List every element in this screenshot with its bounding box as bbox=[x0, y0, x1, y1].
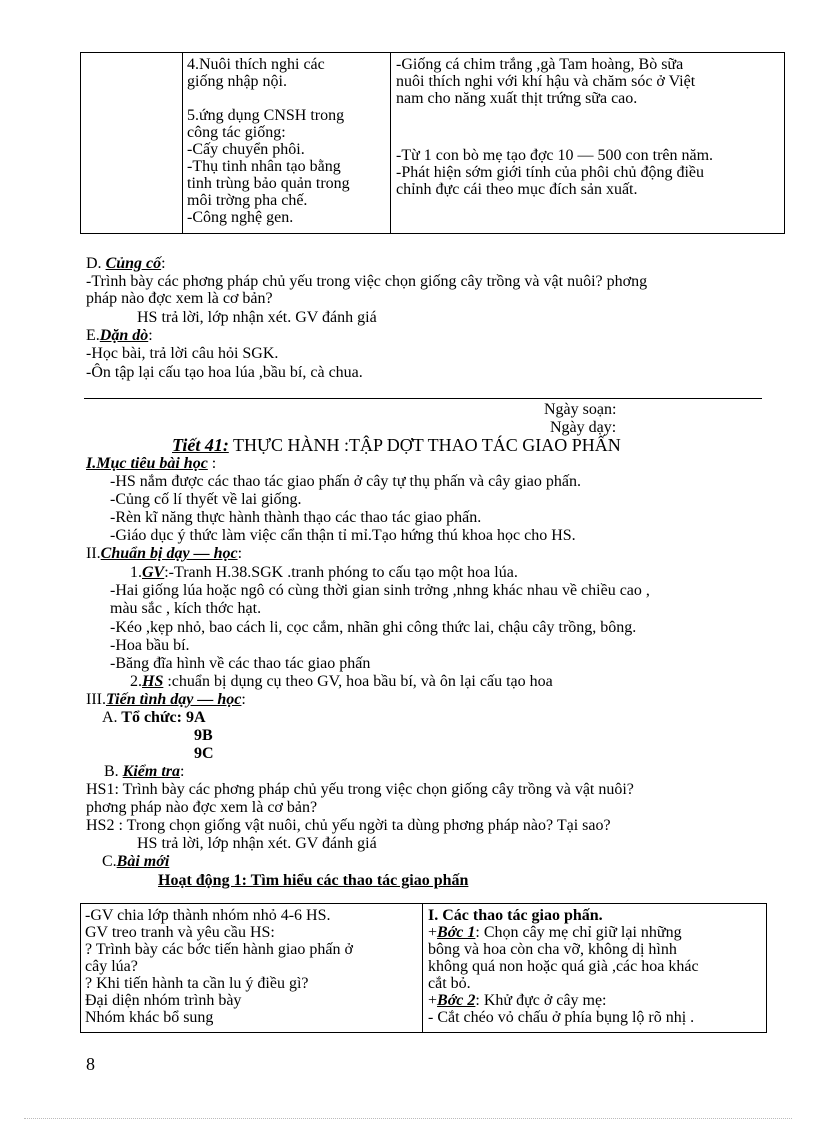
text-line: màu sắc , kích thớc hạt. bbox=[110, 600, 262, 617]
text-line: -Học bài, trả lời câu hỏi SGK. bbox=[86, 345, 279, 362]
section-label: D. bbox=[86, 255, 106, 272]
cell-line: GV treo tranh và yêu cầu HS: bbox=[85, 924, 275, 941]
cell-line bbox=[187, 90, 350, 107]
text-line: -Kéo ,kẹp nhỏ, bao cách li, cọc cắm, nhãn ghi công thức lai, chậu cây trồng, bông. bbox=[110, 619, 637, 636]
text-line: -Rèn kĩ năng thực hành thành thạo các thao tác giao phấn. bbox=[110, 509, 482, 526]
section-e-heading: E.Dặn dò: bbox=[86, 327, 153, 344]
item-heading: GV bbox=[142, 564, 165, 581]
text-line: -HS nắm được các thao tác giao phấn ở cây tự thụ phấn và cây giao phấn. bbox=[110, 473, 581, 490]
cell-line: nam cho năng xuất thịt trứng sữa cao. bbox=[396, 90, 638, 107]
item-text: :-Tranh H.38.SGK .tranh phóng to cấu tạo một hoa lúa. bbox=[164, 564, 518, 581]
item-label: B. bbox=[104, 763, 119, 780]
text-line: HS trả lời, lớp nhận xét. GV đánh giá bbox=[137, 309, 377, 326]
activity-table bbox=[80, 903, 767, 1033]
class-name: 9C bbox=[194, 745, 214, 762]
cell-line: cắt bỏ. bbox=[428, 975, 471, 992]
section-heading: Tiến tình dạy — học bbox=[105, 691, 242, 708]
class-name: 9B bbox=[194, 727, 213, 744]
table-divider bbox=[390, 53, 391, 233]
text-line: -Giáo dục ý thức làm việc cẩn thận tỉ mỉ.Tạo hứng thú khoa học cho HS. bbox=[110, 527, 576, 544]
cell-line: -Từ 1 con bò mẹ tạo đợc 10 — 500 con trên năm. bbox=[396, 147, 714, 164]
text-line: -Hoa bầu bí. bbox=[110, 637, 190, 654]
item-heading: Bài mới bbox=[116, 853, 170, 870]
section-heading: Củng cố bbox=[105, 255, 162, 272]
text-line: phơng pháp nào đợc xem là cơ bản? bbox=[86, 799, 318, 816]
cell-line: -GV chia lớp thành nhóm nhỏ 4-6 HS. bbox=[85, 907, 331, 924]
cell-line: -Công nghệ gen. bbox=[187, 209, 294, 226]
cell-line: ? Trình bày các bớc tiến hành giao phấn ở bbox=[85, 941, 353, 958]
text-line: -Hai giống lúa hoặc ngô có cùng thời gian sinh trởng ,nhng khác nhau về chiều cao , bbox=[110, 582, 650, 599]
organization-line bbox=[102, 709, 206, 726]
page-number: 8 bbox=[86, 1054, 95, 1074]
content-column bbox=[428, 907, 699, 1026]
section-label: E. bbox=[86, 327, 100, 344]
class-name: 9A bbox=[185, 709, 206, 726]
objectives-heading: I.Mục tiêu bài học : bbox=[86, 455, 217, 472]
gv-prep bbox=[130, 564, 518, 581]
text-line: pháp nào đợc xem là cơ bản? bbox=[86, 290, 273, 307]
item-heading: Tổ chức: bbox=[121, 709, 182, 726]
cell-line: -Cấy chuyển phôi. bbox=[187, 141, 305, 158]
cell-line: -Thụ tinh nhân tạo bằng bbox=[187, 158, 341, 175]
cell-line: 4.Nuôi thích nghi các bbox=[187, 56, 325, 73]
section-heading: I.Mục tiêu bài học bbox=[86, 455, 208, 472]
step-2: +Bớc 2: Khử đực ở cây mẹ: bbox=[428, 992, 607, 1009]
table-cell-example bbox=[396, 56, 713, 198]
check-heading: B. Kiểm tra: bbox=[104, 763, 185, 780]
step-text: : Khử đực ở cây mẹ: bbox=[475, 992, 607, 1009]
date-prepared: Ngày soạn: bbox=[544, 401, 617, 418]
cell-heading: I. Các thao tác giao phấn. bbox=[428, 907, 603, 924]
new-lesson-heading bbox=[102, 853, 169, 870]
text-line: HS trả lời, lớp nhận xét. GV đánh giá bbox=[137, 835, 377, 852]
section-d-heading: D. Củng cố: bbox=[86, 255, 166, 272]
lesson-number: Tiết 41: bbox=[172, 435, 229, 455]
top-table bbox=[80, 52, 785, 234]
text-line: -Băng đĩa hình về các thao tác giao phấn bbox=[110, 655, 371, 672]
step-label: Bớc 2 bbox=[437, 992, 476, 1009]
section-heading: Dặn dò bbox=[99, 327, 149, 344]
section-heading: Chuẩn bị dạy — học bbox=[100, 545, 238, 562]
item-label: C. bbox=[102, 853, 117, 870]
cell-line: 5.ứng dụng CNSH trong bbox=[187, 107, 345, 124]
step-text: : Chọn cây mẹ chỉ giữ lại những bbox=[475, 924, 682, 941]
text-line: -Củng cố lí thyết về lai giống. bbox=[110, 491, 302, 508]
cell-line: không quá non hoặc quá già ,các hoa khác bbox=[428, 958, 699, 975]
date-taught: Ngày dạy: bbox=[550, 419, 617, 436]
table-cell-content bbox=[187, 56, 350, 226]
cell-line: chỉnh đực cái theo mục đích sản xuất. bbox=[396, 181, 638, 198]
cell-line: -Giống cá chim trắng ,gà Tam hoàng, Bò sữa bbox=[396, 56, 684, 73]
text-line: -Trình bày các phơng pháp chủ yếu trong việc chọn giống cây trồng và vật nuôi? phơng bbox=[86, 273, 648, 290]
step-1: +Bớc 1: Chọn cây mẹ chỉ giữ lại những bbox=[428, 924, 682, 941]
cell-line: ? Khi tiến hành ta cần lu ý điều gì? bbox=[85, 975, 309, 992]
cell-line: Nhóm khác bổ sung bbox=[85, 1009, 214, 1026]
section-label: II. bbox=[86, 545, 101, 562]
cell-line: môi trờng pha chế. bbox=[187, 192, 308, 209]
section-divider bbox=[84, 398, 762, 399]
cell-line: cây lúa? bbox=[85, 958, 138, 975]
page-edge bbox=[24, 1118, 792, 1119]
hs-prep bbox=[130, 673, 553, 690]
text-line: HS1: Trình bày các phơng pháp chủ yếu trong việc chọn giống cây trồng và vật nuôi? bbox=[86, 781, 634, 798]
cell-line: bông và hoa còn cha vỡ, không dị hình bbox=[428, 941, 677, 958]
cell-line: nuôi thích nghi với khí hậu và chăm sóc ở Việt bbox=[396, 73, 696, 90]
cell-line bbox=[396, 124, 713, 141]
lesson-name: THỰC HÀNH :TẬP DỢT THAO TÁC GIAO PHẤN bbox=[228, 435, 621, 455]
cell-line: công tác giống: bbox=[187, 124, 286, 141]
table-divider bbox=[182, 53, 183, 233]
item-label: 1. bbox=[130, 564, 142, 581]
item-heading: Kiểm tra bbox=[122, 763, 181, 780]
item-label: A. bbox=[102, 709, 118, 726]
table-divider bbox=[422, 904, 423, 1032]
cell-line bbox=[396, 107, 713, 124]
cell-line: -Phát hiện sớm giới tính của phôi chủ động điều bbox=[396, 164, 704, 181]
prep-heading: II.Chuẩn bị dạy — học: bbox=[86, 545, 243, 562]
text-line: -Ôn tập lại cấu tạo hoa lúa ,bầu bí, cà chua. bbox=[86, 364, 363, 381]
item-text: :chuẩn bị dụng cụ theo GV, hoa bầu bí, và ôn lại cấu tạo hoa bbox=[163, 673, 553, 690]
text-line: HS2 : Trong chọn giống vật nuôi, chủ yếu ngời ta dùng phơng pháp nào? Tại sao? bbox=[86, 817, 611, 834]
activity-title: Hoạt động 1: Tìm hiểu các thao tác giao phấn bbox=[158, 872, 469, 889]
cell-line: Đại diện nhóm trình bày bbox=[85, 992, 242, 1009]
cell-line: tinh trùng bảo quản trong bbox=[187, 175, 350, 192]
teacher-student-activity bbox=[85, 907, 353, 1026]
section-label: III. bbox=[86, 691, 106, 708]
item-label: 2. bbox=[130, 673, 142, 690]
cell-line: - Cắt chéo vỏ chấu ở phía bụng lộ rõ nhị . bbox=[428, 1009, 695, 1026]
lesson-title bbox=[172, 437, 621, 454]
cell-line: giống nhập nội. bbox=[187, 73, 287, 90]
step-label: Bớc 1 bbox=[437, 924, 476, 941]
progress-heading: III.Tiến tình dạy — học: bbox=[86, 691, 246, 708]
item-heading: HS bbox=[142, 673, 164, 690]
